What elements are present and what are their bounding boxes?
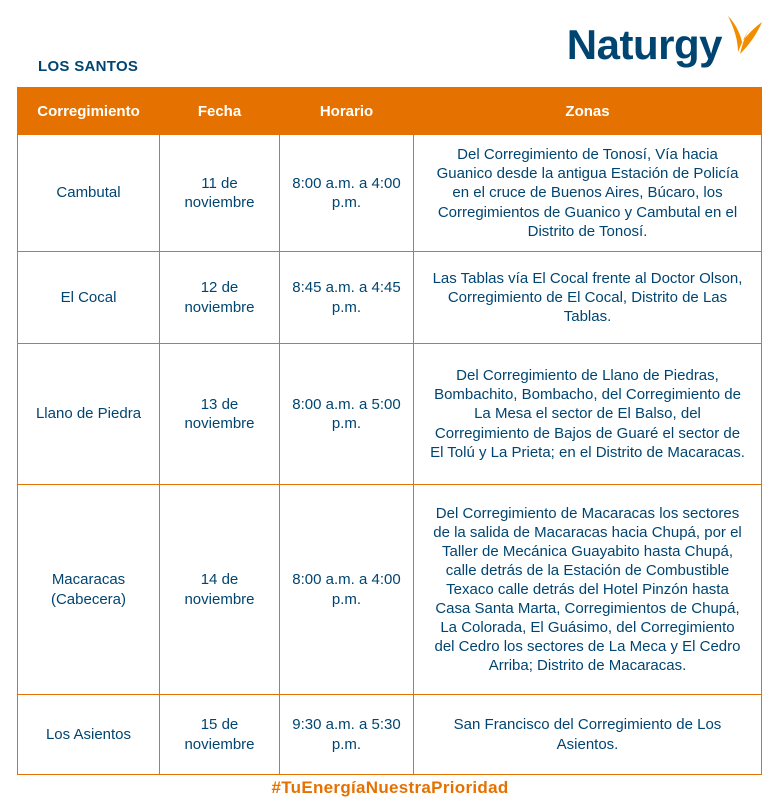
region-title: LOS SANTOS <box>38 58 139 75</box>
schedule-table <box>17 87 762 775</box>
cell-horario: 8:45 a.m. a 4:45 p.m. <box>280 252 414 344</box>
cell-fecha: 11 de noviembre <box>160 135 280 252</box>
cell-corregimiento: Cambutal <box>18 135 160 252</box>
cell-zonas: Del Corregimiento de Llano de Piedras, Bombachito, Bombacho, del Corregimiento de La Mesa el sector de El Balso, del Corregimiento de Bajos de Guaré el sector de El Tolú y La Prieta; en el Distrito de Macaracas. <box>414 344 762 485</box>
table-row <box>18 485 762 695</box>
naturgy-logo <box>567 14 764 66</box>
cell-zonas: Del Corregimiento de Macaracas los sectores de la salida de Macaracas hacia Chupá, por el Taller de Mecánica Guayabito hasta Chupá, calle detrás de la Estación de Combustible Texaco calle detrás del Hotel Pinzón hasta Casa Santa Marta, Corregimientos de Chupá, La Colorada, El Guásimo, del Corregimiento del Cedro los sectores de La Meca y El Cedro Arriba; Distrito de Macaracas. <box>414 485 762 695</box>
cell-zonas: San Francisco del Corregimiento de Los Asientos. <box>414 695 762 775</box>
cell-corregimiento: Los Asientos <box>18 695 160 775</box>
cell-zonas: Del Corregimiento de Tonosí, Vía hacia Guanico desde la antigua Estación de Policía en el cruce de Buenos Aires, Búcaro, los Corregimientos de Guanico y Cambutal en el Distrito de Tonosí. <box>414 135 762 252</box>
cell-corregimiento: Macaracas (Cabecera) <box>18 485 160 695</box>
table-header-row <box>18 88 762 135</box>
cell-horario: 8:00 a.m. a 4:00 p.m. <box>280 135 414 252</box>
logo-text: Naturgy <box>566 21 722 68</box>
cell-fecha: 15 de noviembre <box>160 695 280 775</box>
table-row <box>18 344 762 485</box>
cell-horario: 9:30 a.m. a 5:30 p.m. <box>280 695 414 775</box>
header-zonas: Zonas <box>414 88 762 135</box>
cell-corregimiento: Llano de Piedra <box>18 344 160 485</box>
table-row <box>18 252 762 344</box>
header-horario: Horario <box>280 88 414 135</box>
cell-horario: 8:00 a.m. a 4:00 p.m. <box>280 485 414 695</box>
cell-fecha: 12 de noviembre <box>160 252 280 344</box>
cell-zonas: Las Tablas vía El Cocal frente al Doctor Olson, Corregimiento de El Cocal, Distrito de Las Tablas. <box>414 252 762 344</box>
header-corregimiento: Corregimiento <box>18 88 160 135</box>
butterfly-icon <box>724 14 764 58</box>
cell-horario: 8:00 a.m. a 5:00 p.m. <box>280 344 414 485</box>
cell-fecha: 13 de noviembre <box>160 344 280 485</box>
cell-fecha: 14 de noviembre <box>160 485 280 695</box>
hashtag: #TuEnergíaNuestraPrioridad <box>271 778 509 797</box>
table-row <box>18 695 762 775</box>
header-fecha: Fecha <box>160 88 280 135</box>
cell-corregimiento: El Cocal <box>18 252 160 344</box>
table-row <box>18 135 762 252</box>
